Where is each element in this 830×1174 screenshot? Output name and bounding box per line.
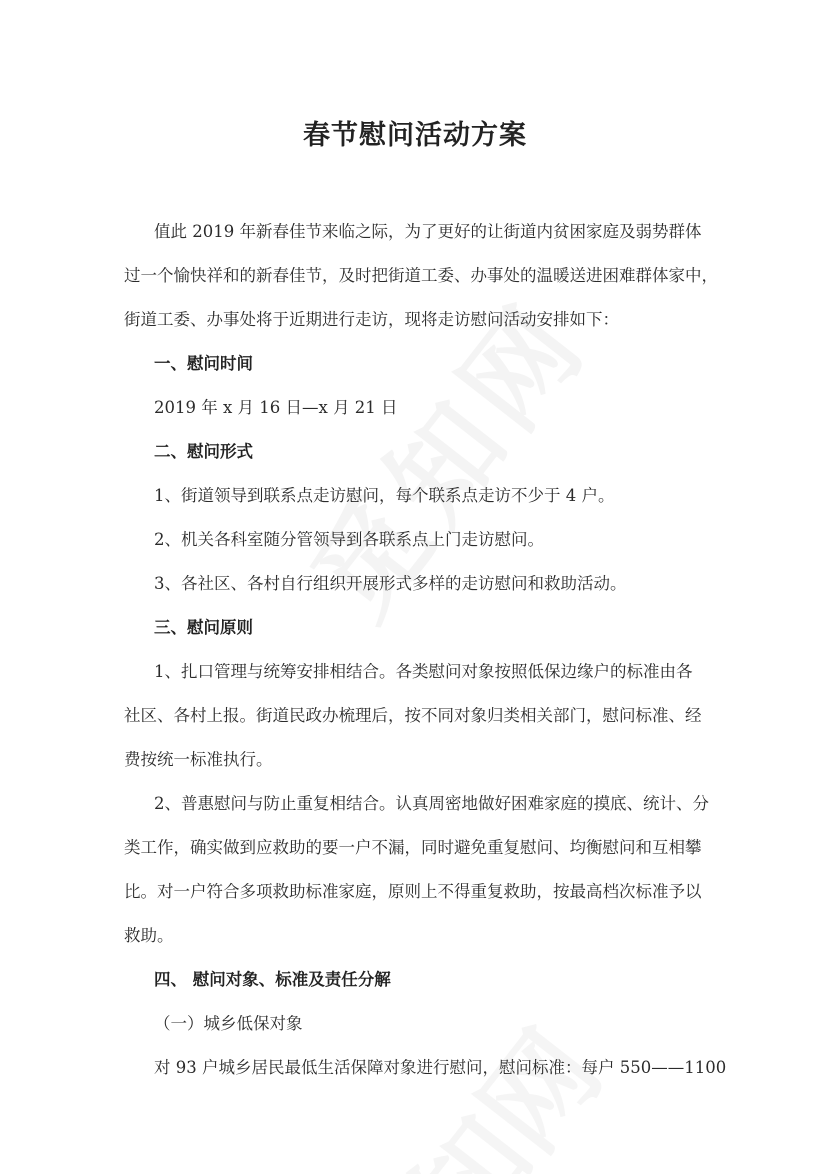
section-heading: 一、慰问时间 xyxy=(154,354,253,373)
section-heading: 二、慰问形式 xyxy=(154,442,253,461)
watermark-bottom xyxy=(302,923,718,1174)
paragraph-line: 比。对一户符合多项救助标准家庭，原则上不得重复救助，按最高档次标准予以 xyxy=(124,882,702,901)
list-item: 3、各社区、各村自行组织开展形式多样的走访慰问和救助活动。 xyxy=(154,574,627,593)
paragraph-line: 对 93 户城乡居民最低生活保障对象进行慰问，慰问标准：每户 550——1100 xyxy=(154,1058,727,1077)
section-heading: 三、慰问原则 xyxy=(154,618,253,637)
paragraph-line: 类工作，确实做到应救助的要一户不漏，同时避免重复慰问、均衡慰问和互相攀 xyxy=(124,838,702,857)
subsection-heading: （一）城乡低保对象 xyxy=(154,1014,303,1033)
paragraph-line: 救助。 xyxy=(124,926,174,945)
paragraph-line: 2、普惠慰问与防止重复相结合。认真周密地做好困难家庭的摸底、统计、分 xyxy=(154,794,709,813)
section-heading: 四、 慰问对象、标准及责任分解 xyxy=(154,970,391,989)
paragraph-line: 社区、各村上报。街道民政办梳理后，按不同对象归类相关部门，慰问标准、经 xyxy=(124,706,702,725)
paragraph-line: 值此 2019 年新春佳节来临之际，为了更好的让街道内贫困家庭及弱势群体 xyxy=(154,222,702,241)
list-item: 1、街道领导到联系点走访慰问，每个联系点走访不少于 4 户。 xyxy=(154,486,615,505)
list-item: 2、机关各科室随分管领导到各联系点上门走访慰问。 xyxy=(154,530,544,549)
page-title: 春节慰问活动方案 xyxy=(303,120,527,151)
paragraph-line: 1、扎口管理与统筹安排相结合。各类慰问对象按照低保边缘户的标准由各 xyxy=(154,662,693,681)
paragraph-line: 2019 年 x 月 16 日—x 月 21 日 xyxy=(154,398,398,417)
paragraph-line: 街道工委、办事处将于近期进行走访，现将走访慰问活动安排如下： xyxy=(124,310,619,329)
paragraph-line: 费按统一标准执行。 xyxy=(124,750,273,769)
paragraph-line: 过一个愉快祥和的新春佳节，及时把街道工委、办事处的温暖送进困难群体家中， xyxy=(124,266,718,285)
